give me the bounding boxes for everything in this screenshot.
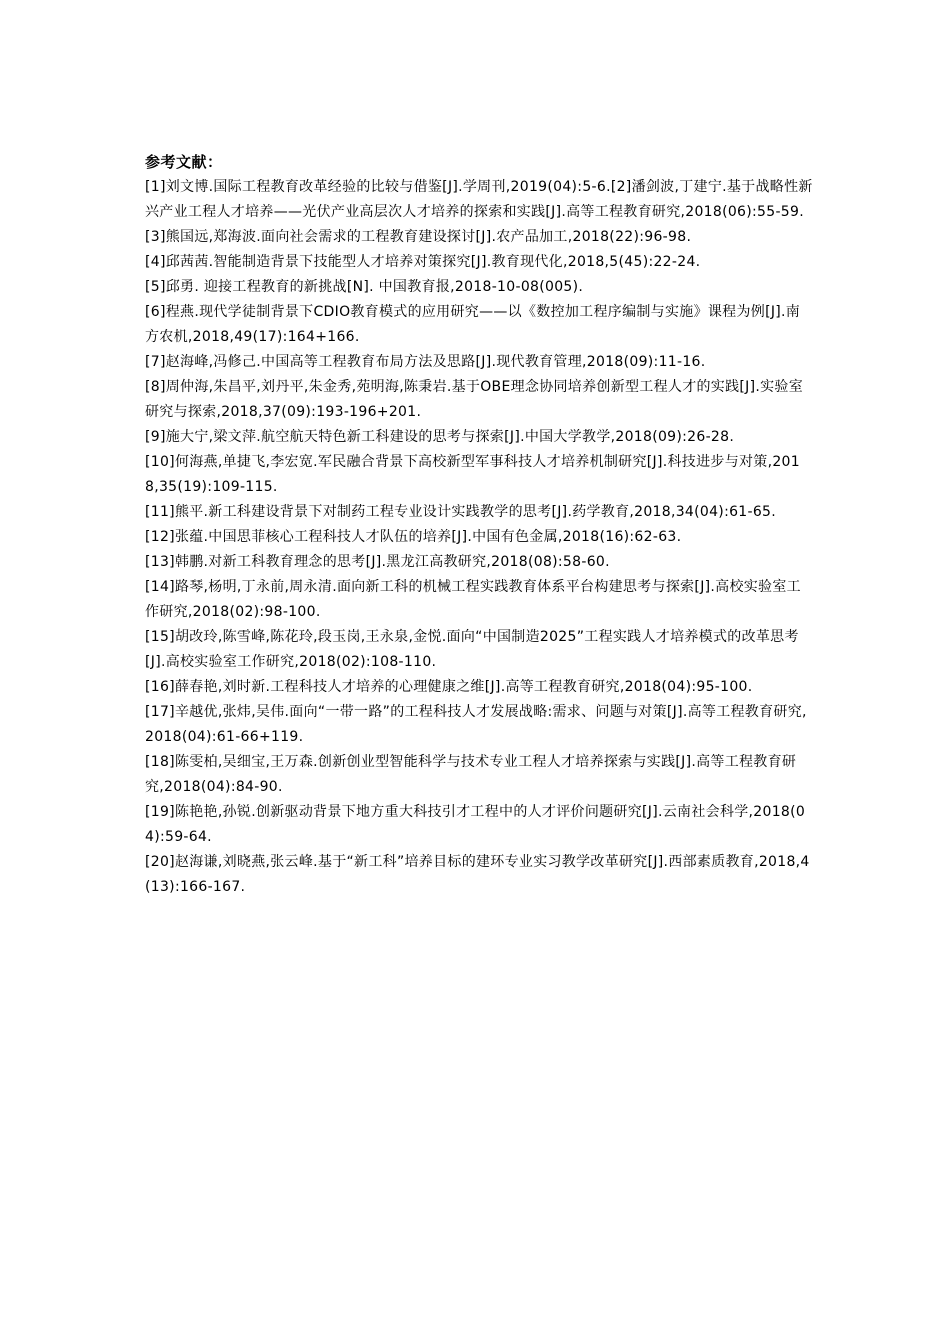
reference-item: [3]熊国远,郑海波.面向社会需求的工程教育建设探讨[J].农产品加工,2018(22):96-98. bbox=[145, 229, 692, 245]
reference-list bbox=[145, 175, 813, 900]
reference-item: [12]张蕴.中国思菲核心工程科技人才队伍的培养[J].中国有色金属,2018(16):62-63. bbox=[145, 529, 682, 545]
reference-item: [17]辛越优,张炜,吴伟.面向“一带一路”的工程科技人才发展战略:需求、问题与对策[J].高等工程教育研究,2018(04):61-66+119. bbox=[145, 704, 807, 745]
reference-item: [19]陈艳艳,孙锐.创新驱动背景下地方重大科技引才工程中的人才评价问题研究[J].云南社会科学,2018(04):59-64. bbox=[145, 804, 806, 845]
reference-item: [8]周仲海,朱昌平,刘丹平,朱金秀,苑明海,陈秉岩.基于OBE理念协同培养创新型工程人才的实践[J].实验室研究与探索,2018,37(09):193-196+201. bbox=[145, 379, 804, 420]
reference-item: [16]薛春艳,刘时新.工程科技人才培养的心理健康之维[J].高等工程教育研究,2018(04):95-100. bbox=[145, 679, 753, 695]
references-heading: 参考文献： bbox=[145, 153, 223, 171]
reference-item: [4]邱茜茜.智能制造背景下技能型人才培养对策探究[J].教育现代化,2018,5(45):22-24. bbox=[145, 254, 701, 270]
reference-item: [18]陈雯柏,吴细宝,王万森.创新创业型智能科学与技术专业工程人才培养探索与实践[J].高等工程教育研究,2018(04):84-90. bbox=[145, 754, 797, 795]
reference-item: [20]赵海谦,刘晓燕,张云峰.基于“新工科”培养目标的建环专业实习教学改革研究[J].西部素质教育,2018,4(13):166-167. bbox=[145, 854, 810, 895]
reference-item: [5]邱勇. 迎接工程教育的新挑战[N]. 中国教育报,2018-10-08(005). bbox=[145, 279, 584, 295]
reference-item: [11]熊平.新工科建设背景下对制药工程专业设计实践教学的思考[J].药学教育,2018,34(04):61-65. bbox=[145, 504, 777, 520]
reference-item: [14]路琴,杨明,丁永前,周永清.面向新工科的机械工程实践教育体系平台构建思考与探索[J].高校实验室工作研究,2018(02):98-100. bbox=[145, 579, 801, 620]
reference-item: [10]何海燕,单捷飞,李宏宽.军民融合背景下高校新型军事科技人才培养机制研究[J].科技进步与对策,2018,35(19):109-115. bbox=[145, 454, 800, 495]
reference-item: [1]刘文博.国际工程教育改革经验的比较与借鉴[J].学周刊,2019(04):5-6.[2]潘剑波,丁建宁.基于战略性新兴产业工程人才培养——光伏产业高层次人才培养的探索和实践[J].高等工程教育研究,2018(06):55-59. bbox=[145, 179, 813, 220]
references-section bbox=[145, 150, 813, 900]
reference-item: [13]韩鹏.对新工科教育理念的思考[J].黑龙江高教研究,2018(08):58-60. bbox=[145, 554, 610, 570]
reference-item: [15]胡改玲,陈雪峰,陈花玲,段玉岗,王永泉,金悦.面向“中国制造2025”工程实践人才培养模式的改革思考[J].高校实验室工作研究,2018(02):108-110. bbox=[145, 629, 799, 670]
reference-item: [9]施大宁,梁文萍.航空航天特色新工科建设的思考与探索[J].中国大学教学,2018(09):26-28. bbox=[145, 429, 735, 445]
reference-item: [6]程燕.现代学徒制背景下CDIO教育模式的应用研究——以《数控加工程序编制与实施》课程为例[J].南方农机,2018,49(17):164+166. bbox=[145, 304, 801, 345]
reference-item: [7]赵海峰,冯修己.中国高等工程教育布局方法及思路[J].现代教育管理,2018(09):11-16. bbox=[145, 354, 706, 370]
